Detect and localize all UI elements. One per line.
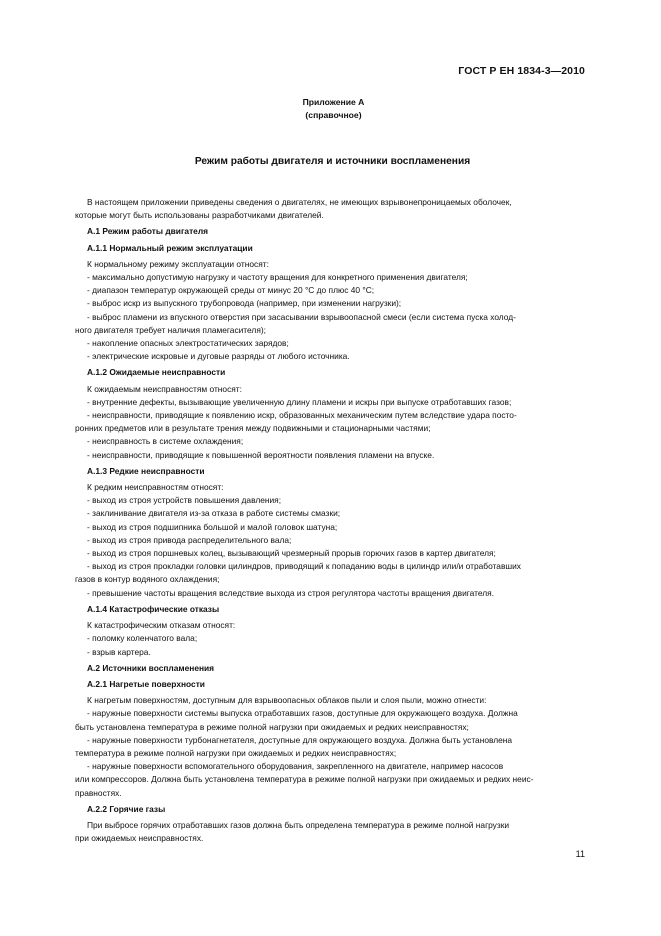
list-item: - выход из строя устройств повышения давления; (87, 495, 282, 506)
subsection-heading: А.2.2 Горячие газы (87, 803, 166, 814)
section-heading: А.2 Источники воспламенения (87, 662, 215, 673)
subsection-heading: А.1.4 Катастрофические отказы (87, 603, 220, 614)
list-item: - поломку коленчатого вала; (87, 633, 198, 644)
doc-code: ГОСТ Р ЕН 1834-3—2010 (458, 65, 585, 77)
text-line: К редким неисправностям относят: (87, 482, 224, 493)
annex-type: (справочное) (305, 110, 362, 120)
document-body (75, 196, 583, 845)
subsection-heading: А.1.1 Нормальный режим эксплуатации (87, 242, 253, 253)
list-item: - электрические искровые и дуговые разряды от любого источника. (87, 351, 350, 362)
list-item: - превышение частоты вращения вследствие выхода из строя регулятора частоты вращения двигателя. (87, 587, 495, 598)
list-item: - неисправность в системе охлаждения; (87, 436, 244, 447)
list-item: - наружные поверхности системы выпуска отработавших газов, доступные для окружающего воздуха. Должна (87, 708, 518, 719)
text-line: К нормальному режиму эксплуатации относят: (87, 258, 269, 269)
text-line: К катастрофическим отказам относят: (87, 620, 236, 631)
list-item: - наружные поверхности турбонагнетателя, доступные для окружающего воздуха. Должна быть установлена (87, 734, 513, 745)
intro-line: которые могут быть использованы разработчиками двигателей. (75, 210, 324, 221)
list-item-continuation: или компрессоров. Должна быть установлена температура в режиме полной нагрузки при ожидаемых и редких неис- (75, 774, 534, 785)
list-item: - внутренние дефекты, вызывающие увеличенную длину пламени и искры при выпуске отработавших газов; (87, 396, 512, 407)
text-line: При выбросе горячих отработавших газов должна быть определена температура в режиме полной нагрузки (87, 819, 510, 830)
list-item: - накопление опасных электростатических зарядов; (87, 338, 289, 349)
subsection-heading: А.1.2 Ожидаемые неисправности (87, 367, 226, 378)
text-line: К нагретым поверхностям, доступным для взрывоопасных облаков пыли и слоя пыли, можно отнести: (87, 695, 487, 706)
list-item-continuation: быть установлена температура в режиме полной нагрузки при ожидаемых и редких неисправностях; (75, 721, 469, 732)
text-line-continuation: при ожидаемых неисправностях. (75, 833, 204, 844)
list-item: - выход из строя поршневых колец, вызывающий чрезмерный прорыв горючих газов в картер двигателя; (87, 548, 496, 559)
list-item-continuation: температура в режиме полной нагрузки при ожидаемых и редких неисправностях; (75, 747, 397, 758)
list-item: - выход из строя привода распределительного вала; (87, 534, 292, 545)
list-item: - неисправности, приводящие к повышенной вероятности появления пламени на впуске. (87, 449, 435, 460)
list-item-continuation: правностях. (75, 787, 122, 798)
list-item: - неисправности, приводящие к появлению искр, образованных механическим путем вследствие удара посто- (87, 410, 517, 421)
section-heading: А.1 Режим работы двигателя (87, 226, 209, 237)
subsection-heading: А.2.1 Нагретые поверхности (87, 678, 205, 689)
list-item: - выход из строя подшипника большой и малой головок шатуна; (87, 521, 338, 532)
list-item: - выброс пламени из впускного отверстия при засасывании взрывоопасной смеси (если система пуска холод- (87, 311, 516, 322)
subsection-heading: А.1.3 Редкие неисправности (87, 465, 205, 476)
list-item-continuation: ронних предметов или в результате трения между подвижными и стационарными частями; (75, 423, 431, 434)
list-item-continuation: ного двигателя требует наличия пламегасителя); (75, 324, 266, 335)
list-item: - наружные поверхности вспомогательного оборудования, закрепленного на двигателе, например насосов (87, 761, 504, 772)
list-item: - выход из строя прокладки головки цилиндров, приводящий к попаданию воды в цилиндр или/и отработавших (87, 561, 521, 572)
list-item: - заклинивание двигателя из-за отказа в работе системы смазки; (87, 508, 341, 519)
list-item: - выброс искр из выпускного трубопровода (например, при изменении нагрузки); (87, 298, 402, 309)
list-item: - диапазон температур окружающей среды от минус 20 °С до плюс 40 °С; (87, 285, 375, 296)
list-item: - максимально допустимую нагрузку и частоту вращения для конкретного применения двигателя; (87, 272, 468, 283)
page-title: Режим работы двигателя и источники воспламенения (194, 156, 471, 167)
annex-heading (0, 96, 661, 122)
list-item: - взрыв картера. (87, 646, 151, 657)
list-item-continuation: газов в контур водяного охлаждения; (75, 574, 220, 585)
annex-label: Приложение А (302, 97, 365, 107)
page-number: 11 (575, 849, 585, 859)
text-line: К ожидаемым неисправностям относят: (87, 383, 242, 394)
intro-line: В настоящем приложении приведены сведения о двигателях, не имеющих взрывонепроницаемых оболочек, (87, 197, 512, 207)
